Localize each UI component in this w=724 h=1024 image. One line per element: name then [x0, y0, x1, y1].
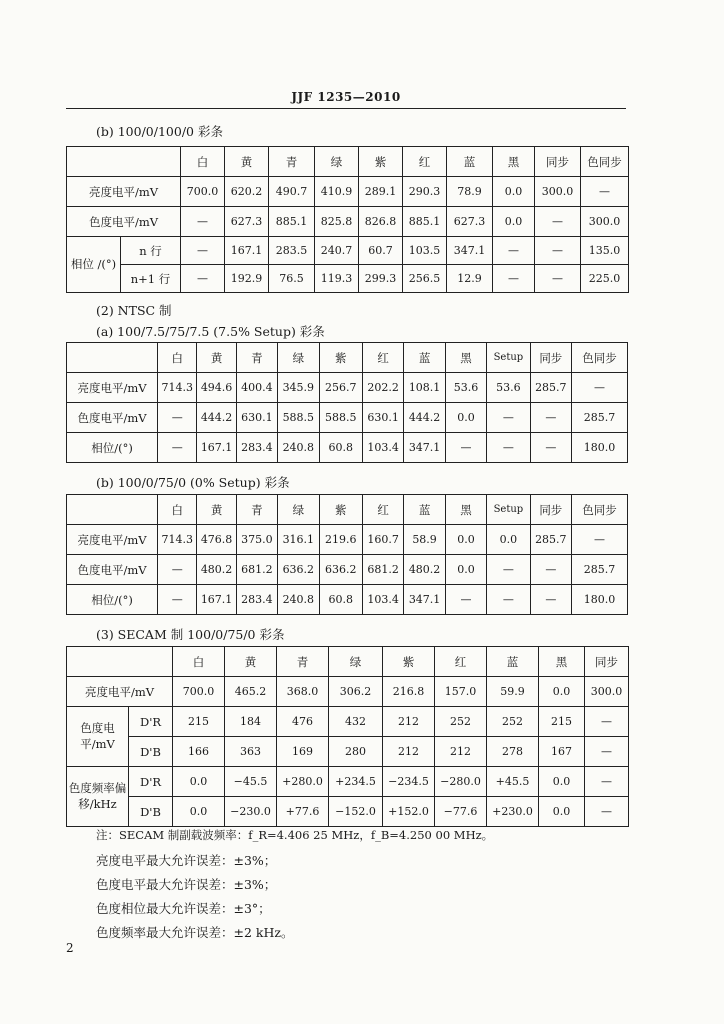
- table-cell: —: [530, 433, 571, 463]
- sub-row-label: D'B: [129, 737, 173, 767]
- table-row: [67, 677, 629, 707]
- table-cell: 219.6: [319, 525, 362, 555]
- column-header: 紫: [319, 343, 362, 373]
- table-cell: —: [493, 237, 535, 265]
- column-header: 同步: [530, 343, 571, 373]
- table-row: [67, 177, 629, 207]
- row-label: 色度电平/mV: [67, 403, 158, 433]
- table-cell: 885.1: [403, 207, 447, 237]
- column-header: 黄: [225, 147, 269, 177]
- table-cell: +77.6: [277, 797, 329, 827]
- table-cell: 290.3: [403, 177, 447, 207]
- table-cell: 283.4: [236, 585, 277, 615]
- table-cell: 215: [173, 707, 225, 737]
- table-cell: −230.0: [225, 797, 277, 827]
- table-row: [67, 555, 628, 585]
- page-header: JJF 1235—2010: [291, 90, 401, 104]
- sub-row-label: D'R: [129, 767, 173, 797]
- table-cell: 0.0: [173, 767, 225, 797]
- sub-row-label: D'R: [129, 707, 173, 737]
- column-header: 同步: [530, 495, 571, 525]
- table-cell: 103.4: [362, 433, 403, 463]
- table-cell: 400.4: [236, 373, 277, 403]
- column-header: 紫: [319, 495, 362, 525]
- table-cell: 636.2: [278, 555, 319, 585]
- table-cell: 215: [539, 707, 585, 737]
- table-cell: 135.0: [581, 237, 629, 265]
- table-cell: 285.7: [530, 373, 571, 403]
- table-cell: +152.0: [383, 797, 435, 827]
- table-cell: —: [158, 433, 197, 463]
- sub-row-label: D'B: [129, 797, 173, 827]
- table-cell: —: [530, 555, 571, 585]
- table-cell: —: [158, 403, 197, 433]
- header-rule: [66, 108, 626, 109]
- column-header: 黑: [445, 495, 486, 525]
- section-title-ntsc: (2) NTSC 制: [96, 303, 172, 318]
- section-title-secam: (3) SECAM 制 100/0/75/0 彩条: [96, 627, 285, 642]
- table-cell: 212: [435, 737, 487, 767]
- corner-cell: [67, 495, 158, 525]
- table-cell: —: [572, 373, 628, 403]
- table-row: [67, 707, 629, 737]
- section-title-ntsc-a: (a) 100/7.5/75/7.5 (7.5% Setup) 彩条: [96, 324, 325, 339]
- column-header: 黄: [197, 343, 236, 373]
- column-header: 绿: [278, 495, 319, 525]
- column-header: 红: [362, 495, 403, 525]
- table-cell: 12.9: [447, 265, 493, 293]
- table-cell: 410.9: [315, 177, 359, 207]
- table-cell: 212: [383, 737, 435, 767]
- row-label: 色度电平/mV: [67, 207, 181, 237]
- row-label: 相位/(°): [67, 433, 158, 463]
- column-header: 黑: [445, 343, 486, 373]
- table-cell: 681.2: [236, 555, 277, 585]
- table-cell: 60.7: [359, 237, 403, 265]
- table-cell: —: [535, 207, 581, 237]
- header-row: [67, 647, 629, 677]
- column-header: Setup: [487, 495, 530, 525]
- table-cell: 280: [329, 737, 383, 767]
- table-cell: 368.0: [277, 677, 329, 707]
- column-header: 蓝: [447, 147, 493, 177]
- table-cell: —: [158, 585, 197, 615]
- column-header: 青: [236, 495, 277, 525]
- column-header: 青: [236, 343, 277, 373]
- section-title-b: (b) 100/0/100/0 彩条: [96, 124, 223, 139]
- table-cell: 202.2: [362, 373, 403, 403]
- table-cell: 169: [277, 737, 329, 767]
- table-cell: 494.6: [197, 373, 236, 403]
- table-cell: 240.8: [278, 585, 319, 615]
- table-pal-100-0-100-0: [66, 146, 629, 293]
- table-cell: 285.7: [530, 525, 571, 555]
- row-label: 亮度电平/mV: [67, 525, 158, 555]
- column-header: 黑: [539, 647, 585, 677]
- column-header: 蓝: [404, 343, 445, 373]
- table-cell: —: [530, 403, 571, 433]
- table-cell: 240.7: [315, 237, 359, 265]
- row-label: 亮度电平/mV: [67, 177, 181, 207]
- table-cell: 627.3: [447, 207, 493, 237]
- table-row: [67, 207, 629, 237]
- corner-cell: [67, 147, 181, 177]
- table-cell: 299.3: [359, 265, 403, 293]
- table-secam: [66, 646, 629, 827]
- table-cell: 480.2: [404, 555, 445, 585]
- table-cell: 444.2: [197, 403, 236, 433]
- table-cell: —: [493, 265, 535, 293]
- column-header: 黄: [225, 647, 277, 677]
- row-label: 色度电平/mV: [67, 555, 158, 585]
- table-cell: —: [585, 767, 629, 797]
- table-cell: 300.0: [585, 677, 629, 707]
- table-cell: 59.9: [487, 677, 539, 707]
- tolerance-line: 色度电平最大允许误差：±3%；: [96, 877, 277, 892]
- table-cell: —: [487, 585, 530, 615]
- column-header: 绿: [278, 343, 319, 373]
- table-cell: 714.3: [158, 373, 197, 403]
- header-row: [67, 495, 628, 525]
- table-cell: 490.7: [269, 177, 315, 207]
- table-cell: —: [535, 237, 581, 265]
- table-cell: 347.1: [404, 433, 445, 463]
- table-cell: 306.2: [329, 677, 383, 707]
- column-header: 白: [181, 147, 225, 177]
- table-cell: —: [585, 707, 629, 737]
- table-cell: −280.0: [435, 767, 487, 797]
- table-cell: 192.9: [225, 265, 269, 293]
- table-cell: 285.7: [572, 403, 628, 433]
- table-cell: +280.0: [277, 767, 329, 797]
- table-cell: 53.6: [445, 373, 486, 403]
- table-cell: 289.1: [359, 177, 403, 207]
- table-cell: —: [487, 433, 530, 463]
- table-cell: 444.2: [404, 403, 445, 433]
- table-cell: 636.2: [319, 555, 362, 585]
- table-cell: −234.5: [383, 767, 435, 797]
- table-cell: —: [535, 265, 581, 293]
- table-cell: 465.2: [225, 677, 277, 707]
- table-cell: —: [487, 555, 530, 585]
- column-header: 色同步: [572, 343, 628, 373]
- table-cell: 167.1: [197, 585, 236, 615]
- table-row: [67, 797, 629, 827]
- table-cell: 620.2: [225, 177, 269, 207]
- table-cell: 588.5: [319, 403, 362, 433]
- table-cell: 700.0: [181, 177, 225, 207]
- table-row: [67, 433, 628, 463]
- table-cell: 160.7: [362, 525, 403, 555]
- table-cell: 347.1: [404, 585, 445, 615]
- column-header: 白: [173, 647, 225, 677]
- table-cell: 630.1: [236, 403, 277, 433]
- table-cell: 60.8: [319, 433, 362, 463]
- table-cell: 0.0: [173, 797, 225, 827]
- row-label: 相位 /(°): [67, 237, 121, 293]
- table-cell: 714.3: [158, 525, 197, 555]
- table-cell: 180.0: [572, 433, 628, 463]
- table-row: [67, 737, 629, 767]
- table-row: [67, 237, 629, 265]
- table-cell: —: [445, 433, 486, 463]
- table-cell: 78.9: [447, 177, 493, 207]
- table-cell: 240.8: [278, 433, 319, 463]
- table-cell: +234.5: [329, 767, 383, 797]
- table-cell: —: [585, 737, 629, 767]
- table-cell: 363: [225, 737, 277, 767]
- table-cell: 300.0: [535, 177, 581, 207]
- table-cell: 432: [329, 707, 383, 737]
- table-cell: 157.0: [435, 677, 487, 707]
- table-cell: 300.0: [581, 207, 629, 237]
- table-cell: 0.0: [445, 403, 486, 433]
- table-cell: 285.7: [572, 555, 628, 585]
- table-cell: 283.4: [236, 433, 277, 463]
- table-ntsc-7-5-setup: [66, 342, 628, 463]
- table-cell: 252: [487, 707, 539, 737]
- table-cell: 119.3: [315, 265, 359, 293]
- table-row: [67, 585, 628, 615]
- table-cell: —: [487, 403, 530, 433]
- table-cell: 256.7: [319, 373, 362, 403]
- column-header: 同步: [535, 147, 581, 177]
- table-cell: 256.5: [403, 265, 447, 293]
- table-cell: —: [181, 207, 225, 237]
- table-cell: 0.0: [445, 555, 486, 585]
- table-cell: 0.0: [445, 525, 486, 555]
- table-cell: 476: [277, 707, 329, 737]
- table-cell: 184: [225, 707, 277, 737]
- table-cell: 283.5: [269, 237, 315, 265]
- column-header: 红: [362, 343, 403, 373]
- table-cell: 480.2: [197, 555, 236, 585]
- table-cell: —: [530, 585, 571, 615]
- table-cell: —: [445, 585, 486, 615]
- table-cell: 345.9: [278, 373, 319, 403]
- table-cell: 588.5: [278, 403, 319, 433]
- table-cell: 630.1: [362, 403, 403, 433]
- row-label: 色度频率偏移/kHz: [67, 767, 129, 827]
- column-header: 紫: [359, 147, 403, 177]
- column-header: 同步: [585, 647, 629, 677]
- table-cell: 375.0: [236, 525, 277, 555]
- table-cell: 0.0: [493, 177, 535, 207]
- row-label: 色度电平/mV: [67, 707, 129, 767]
- table-cell: −152.0: [329, 797, 383, 827]
- table-cell: 0.0: [539, 677, 585, 707]
- column-header: Setup: [487, 343, 530, 373]
- sub-row-label: n+1 行: [121, 265, 181, 293]
- column-header: 绿: [329, 647, 383, 677]
- column-header: 色同步: [581, 147, 629, 177]
- column-header: 青: [277, 647, 329, 677]
- column-header: 白: [158, 495, 197, 525]
- footnote: 注：SECAM 制副载波频率：f_R=4.406 25 MHz，f_B=4.250 00 MHz。: [96, 828, 494, 842]
- table-cell: 53.6: [487, 373, 530, 403]
- tolerance-line: 亮度电平最大允许误差：±3%；: [96, 853, 277, 868]
- table-row: [67, 373, 628, 403]
- table-cell: 825.8: [315, 207, 359, 237]
- table-row: [67, 403, 628, 433]
- header-row: [67, 343, 628, 373]
- table-cell: 252: [435, 707, 487, 737]
- table-cell: —: [158, 555, 197, 585]
- table-cell: 60.8: [319, 585, 362, 615]
- table-cell: 627.3: [225, 207, 269, 237]
- section-title-ntsc-b: (b) 100/0/75/0 (0% Setup) 彩条: [96, 475, 290, 490]
- table-cell: —: [181, 265, 225, 293]
- column-header: 色同步: [572, 495, 628, 525]
- column-header: 红: [403, 147, 447, 177]
- table-cell: 225.0: [581, 265, 629, 293]
- table-cell: 76.5: [269, 265, 315, 293]
- table-cell: 0.0: [493, 207, 535, 237]
- corner-cell: [67, 647, 173, 677]
- table-cell: +45.5: [487, 767, 539, 797]
- page-number: 2: [66, 941, 74, 955]
- table-cell: 180.0: [572, 585, 628, 615]
- table-cell: 0.0: [539, 797, 585, 827]
- table-cell: —: [572, 525, 628, 555]
- sub-row-label: n 行: [121, 237, 181, 265]
- table-row: [67, 265, 629, 293]
- table-cell: 212: [383, 707, 435, 737]
- table-cell: —: [181, 237, 225, 265]
- table-cell: −45.5: [225, 767, 277, 797]
- table-cell: 108.1: [404, 373, 445, 403]
- row-label: 相位/(°): [67, 585, 158, 615]
- table-row: [67, 525, 628, 555]
- table-cell: 103.4: [362, 585, 403, 615]
- table-ntsc-0-setup: [66, 494, 628, 615]
- table-cell: 0.0: [487, 525, 530, 555]
- table-cell: —: [585, 797, 629, 827]
- column-header: 蓝: [487, 647, 539, 677]
- column-header: 紫: [383, 647, 435, 677]
- table-cell: −77.6: [435, 797, 487, 827]
- column-header: 白: [158, 343, 197, 373]
- column-header: 黑: [493, 147, 535, 177]
- table-cell: 167: [539, 737, 585, 767]
- table-cell: 476.8: [197, 525, 236, 555]
- table-cell: 700.0: [173, 677, 225, 707]
- column-header: 青: [269, 147, 315, 177]
- table-cell: 885.1: [269, 207, 315, 237]
- column-header: 蓝: [404, 495, 445, 525]
- table-cell: 216.8: [383, 677, 435, 707]
- column-header: 绿: [315, 147, 359, 177]
- table-cell: 278: [487, 737, 539, 767]
- table-cell: 0.0: [539, 767, 585, 797]
- table-cell: 167.1: [197, 433, 236, 463]
- table-cell: 58.9: [404, 525, 445, 555]
- row-label: 亮度电平/mV: [67, 677, 173, 707]
- table-cell: 103.5: [403, 237, 447, 265]
- tolerance-line: 色度频率最大允许误差：±2 kHz。: [96, 925, 294, 940]
- column-header: 黄: [197, 495, 236, 525]
- corner-cell: [67, 343, 158, 373]
- column-header: 红: [435, 647, 487, 677]
- table-cell: +230.0: [487, 797, 539, 827]
- table-cell: —: [581, 177, 629, 207]
- header-row: [67, 147, 629, 177]
- table-cell: 347.1: [447, 237, 493, 265]
- table-cell: 681.2: [362, 555, 403, 585]
- table-cell: 166: [173, 737, 225, 767]
- table-cell: 316.1: [278, 525, 319, 555]
- row-label: 亮度电平/mV: [67, 373, 158, 403]
- table-row: [67, 767, 629, 797]
- tolerance-line: 色度相位最大允许误差：±3°；: [96, 901, 271, 916]
- table-cell: 167.1: [225, 237, 269, 265]
- table-cell: 826.8: [359, 207, 403, 237]
